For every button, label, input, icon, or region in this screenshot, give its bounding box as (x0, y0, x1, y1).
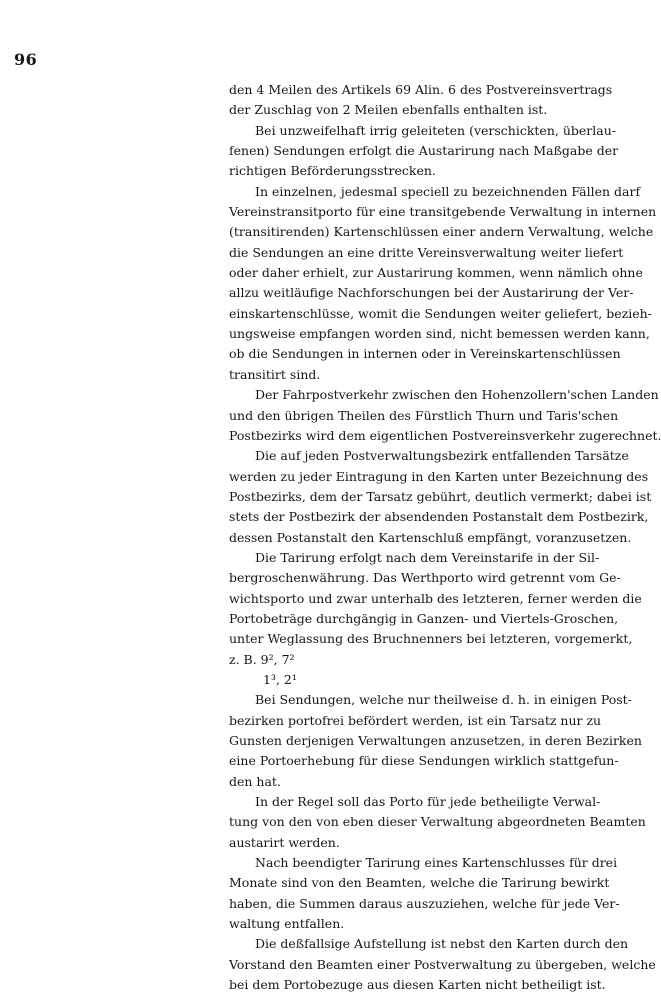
text-line: die Sendungen an eine dritte Vereinsverwaltung weiter liefert (229, 244, 624, 260)
text-line: Portobeträge durchgängig in Ganzen- und Viertels-Groschen, (229, 610, 619, 626)
paragraph (229, 182, 657, 385)
fraction-line: 1³, 2¹ (263, 671, 297, 687)
text-line: Vereinstransitporto für eine transitgebende Verwaltung in internen (229, 204, 657, 220)
text-line: austarirt werden. (229, 834, 340, 850)
text-line: ob die Sendungen in internen oder in Vereinskartenschlüssen (229, 346, 621, 362)
text-line: oder daher erhielt, zur Austarirung kommen, wenn nämlich ohne (229, 265, 643, 281)
text-line: In einzelnen, jedesmal speciell zu bezeichnenden Fällen darf (255, 183, 641, 199)
text-line: Die deßfallsige Aufstellung ist nebst den Karten durch den (255, 936, 629, 952)
text-line: (transitirenden) Kartenschlüssen einer andern Verwaltung, welche (229, 224, 654, 240)
text-line: Bei unzweifelhaft irrig geleiteten (verschickten, überlau- (255, 122, 616, 138)
paragraph (229, 548, 642, 690)
text-line: Die Tarirung erfolgt nach dem Vereinstarife in der Sil- (255, 549, 600, 565)
text-line: den 4 Meilen des Artikels 69 Alin. 6 des Postvereinsvertrags (229, 82, 613, 97)
paragraph (229, 934, 656, 995)
text-line: den hat. (229, 773, 281, 789)
text-line: ungsweise empfangen worden sind, nicht bemessen werden kann, (229, 326, 650, 342)
paragraph (229, 121, 619, 182)
paragraph (229, 80, 613, 121)
text-line: werden zu jeder Eintragung in den Karten unter Bezeichnung des (229, 468, 649, 484)
text-line: Monate sind von den Beamten, welche die Tarirung bewirkt (229, 875, 610, 891)
text-line: bezirken portofrei befördert werden, ist ein Tarsatz nur zu (229, 712, 602, 728)
text-line: Nach beendigter Tarirung eines Kartenschlusses für drei (255, 855, 618, 871)
text-line: allzu weitläufige Nachforschungen bei der Austarirung der Ver- (229, 285, 634, 301)
paragraph (229, 853, 620, 934)
paragraph (229, 446, 652, 548)
text-line: Postbezirks, dem der Tarsatz gebührt, deutlich vermerkt; dabei ist (229, 488, 652, 504)
text-line: Gunsten derjenigen Verwaltungen anzusetzen, in deren Bezirken (229, 733, 642, 748)
text-line: Vorstand den Beamten einer Postverwaltung zu übergeben, welche (229, 956, 656, 972)
text-line: tung von den von eben dieser Verwaltung abgeordneten Beamten (229, 814, 646, 830)
body-text (229, 80, 661, 995)
page-number: 96 (14, 50, 38, 69)
text-line: der Zuschlag von 2 Meilen ebenfalls enthalten ist. (229, 102, 548, 118)
text-line: stets der Postbezirk der absendenden Postanstalt dem Postbezirk, (229, 509, 649, 525)
text-line: dessen Postanstalt den Kartenschluß empfängt, voranzusetzen. (229, 529, 632, 545)
text-line: wichtsporto und zwar unterhalb des letzteren, ferner werden die (229, 590, 642, 606)
paragraph (229, 385, 661, 446)
text-line: eine Portoerhebung für diese Sendungen wirklich stattgefun- (229, 753, 619, 769)
text-line: unter Weglassung des Bruchnenners bei letzteren, vorgemerkt, (229, 631, 633, 647)
text-line: transitirt sind. (229, 366, 321, 382)
text-line: Postbezirks wird dem eigentlichen Postvereinsverkehr zugerechnet. (229, 427, 661, 443)
text-line: einskartenschlüsse, womit die Sendungen weiter geliefert, bezieh- (229, 305, 652, 321)
text-line: Bei Sendungen, welche nur theilweise d. h. in einigen Post- (255, 692, 632, 708)
text-line: bergroschenwährung. Das Werthporto wird getrennt vom Ge- (229, 570, 621, 586)
text-line: fenen) Sendungen erfolgt die Austarirung nach Maßgabe der (229, 143, 619, 159)
text-line: und den übrigen Theilen des Fürstlich Thurn und Taris'schen (229, 407, 619, 423)
paragraph (229, 690, 642, 792)
text-line: In der Regel soll das Porto für jede betheiligte Verwal- (255, 794, 601, 810)
text-line: haben, die Summen daraus auszuziehen, welche für jede Ver- (229, 895, 620, 911)
text-line: bei dem Portobezuge aus diesen Karten nicht betheiligt ist. (229, 977, 606, 993)
text-line: waltung entfallen. (229, 916, 345, 932)
text-line: Die auf jeden Postverwaltungsbezirk entfallenden Tarsätze (255, 448, 629, 464)
paragraph (229, 792, 646, 853)
text-line: richtigen Beförderungsstrecken. (229, 163, 436, 179)
text-line: Der Fahrpostverkehr zwischen den Hohenzollern'schen Landen (255, 387, 659, 403)
text-line: z. B. 9², 7² (229, 651, 295, 667)
